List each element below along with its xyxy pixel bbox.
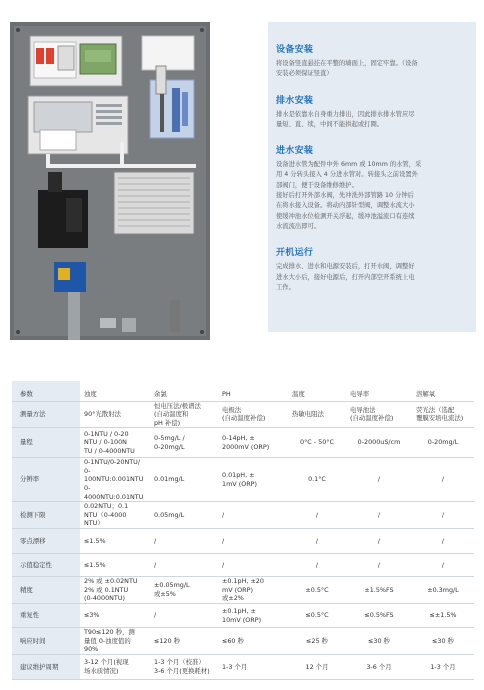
table-cell: / [346,458,412,502]
table-cell: / [288,529,346,554]
table-cell: / [412,529,474,554]
table-cell: 热敏电阻法 [288,401,346,428]
table-cell: 1-3 个月 [412,654,474,679]
table-cell: 3-6 个月 [346,654,412,679]
table-row [12,654,474,679]
table-cell: 电导池法 (自动温度补偿) [346,401,412,428]
header-cell: 参数 [12,381,80,401]
table-cell: ≤25 秒 [288,628,346,655]
row-label: 示值稳定性 [12,554,80,577]
table-cell: / [412,502,474,529]
row-label: 检测下限 [12,502,80,529]
table-cell: / [218,554,288,577]
table-cell: ±0.05mg/L 或±5% [150,577,218,604]
row-label: 精度 [12,577,80,604]
table-cell: 12 个月 [288,654,346,679]
table-cell: ±0.3mg/L [412,577,474,604]
table-row [12,577,474,604]
table-cell: / [288,554,346,577]
table-cell: 0°C - 50°C [288,428,346,458]
table-cell: / [346,502,412,529]
table-cell: 0.01mg/L [150,458,218,502]
table-cell: 90°光散射法 [80,401,150,428]
section-title: 设备安装 [276,45,314,55]
table-row [12,502,474,529]
header-cell: 温度 [288,381,346,401]
radiator [114,172,194,234]
section-drain-install [276,93,468,131]
section-title: 开机运行 [276,248,314,259]
table-cell: ≤±1.5% [412,604,474,628]
table-cell: 0.02NTU；0.1 NTU（0-4000 NTU） [80,502,150,529]
section-device-install [276,42,468,80]
table-cell: / [150,529,218,554]
table-cell: ±0.1pH, ±20 mV (ORP) 或±2% [218,577,288,604]
table-cell: / [150,604,218,628]
table-cell: / [412,458,474,502]
header-cell: 浊度 [80,381,150,401]
table-cell: 电极法 (自动温度补偿) [218,401,288,428]
table-cell: 0-14pH, ± 2000mV (ORP) [218,428,288,458]
header-cell: 余氯 [150,381,218,401]
header-cell: 溶解氧 [412,381,474,401]
table-cell: / [218,502,288,529]
table-cell: / [288,502,346,529]
table-cell: 0-1NTU/0-20NTU/ 0-100NTU:0.001NTU 0-4000NTU:0.01NTU [80,458,150,502]
table-cell: ≤120 秒 [150,628,218,655]
table-row [12,628,474,655]
table-cell: 恒电压法/极谱法 (自动温度和 pH 补偿) [150,401,218,428]
row-label: 建议维护周期 [12,654,80,679]
section-title: 排水安装 [276,95,314,106]
table-cell: / [346,554,412,577]
header-cell: 电导率 [346,381,412,401]
table-cell: 0.1°C [288,458,346,502]
row-label: 分辨率 [12,458,80,502]
spec-table [12,381,474,680]
table-cell: 0-5mg/L / 0-20mg/L [150,428,218,458]
section-text: 完成排水、进水和电源安装后，打开水阀，调整好 进水大小后，接好电源后，打开内部空开系统上电 工作。 [276,263,415,291]
table-cell: 2% 或 ±0.02NTU 2% 或 0.1NTU (0-4000NTU) [80,577,150,604]
table-cell: 3-12 个月(视现 场水质情况) [80,654,150,679]
table-cell: ≤1.5% [80,529,150,554]
table-header-row [12,381,474,401]
header-cell: PH [218,381,288,401]
table-cell: ≤30 秒 [412,628,474,655]
table-cell: ±0.1pH, ± 10mV (ORP) [218,604,288,628]
section-startup [276,245,468,293]
drain-pipe [68,292,80,340]
section-text: 将设备竖直悬挂在平整的墙面上，固定牢靠。（设备 安装必须保证竖直） [276,60,418,78]
equipment-illustration [10,22,210,340]
table-cell: ≤30 秒 [346,628,412,655]
table-cell: / [150,554,218,577]
table-cell: ±0.5°C [288,577,346,604]
table-row [12,428,474,458]
row-label: 量程 [12,428,80,458]
table-cell: ±1.5%FS [346,577,412,604]
table-row [12,458,474,502]
row-label: 响应时间 [12,628,80,655]
table-cell: ≤0.5%FS [346,604,412,628]
table-cell: 0.05mg/L [150,502,218,529]
table-cell: T90≤120 秒，测 量值 0-浊度值的 90% [80,628,150,655]
table-cell: / [218,529,288,554]
table-cell: 1-3 个月（校准） 3-6 个月(更换耗材) [150,654,218,679]
junction-box [142,36,194,70]
table-cell: ≤3% [80,604,150,628]
table-cell: 0-20mg/L [412,428,474,458]
section-text: 排水是依靠水自身重力排出，因此排水排水管应尽 量短、直、续，中间不能拱起或打圈。 [276,110,415,128]
section-inlet-install [276,143,468,232]
table-cell: / [346,529,412,554]
installation-panel [268,22,476,332]
section-text: 设备进水管为配件中外 6mm 或 10mm 的水管，采 用 4 分转头接入 4 分进水管对。转接头之前设置外 部阀门，便于设备维修维护。 接好后打开外部水阀，先冲洗外部管路 10 分钟后 在将水接入设备。将动内部针型阀，调整水流大小 使缓冲池水位检测开关浮起，缓冲池溢流口有连续 水流流出即可。 [276,161,422,230]
table-cell: 0-2000uS/cm [346,428,412,458]
table-cell: 0.01pH, ± 1mV (ORP) [218,458,288,502]
table-cell: 荧光法（选配 覆膜安培电流法) [412,401,474,428]
table-cell: ≤0.5°C [288,604,346,628]
row-label: 测量方法 [12,401,80,428]
table-cell: 0-1NTU / 0-20 NTU / 0-100N TU / 0-4000NTU [80,428,150,458]
section-title: 进水安装 [276,146,314,157]
row-label: 重复性 [12,604,80,628]
table-row [12,401,474,428]
table-row [12,529,474,554]
table-row [12,604,474,628]
table-cell: 1-3 个月 [218,654,288,679]
table-cell: / [412,554,474,577]
row-label: 零点漂移 [12,529,80,554]
table-cell: ≤60 秒 [218,628,288,655]
table-cell: ≤1.5% [80,554,150,577]
table-row [12,554,474,577]
